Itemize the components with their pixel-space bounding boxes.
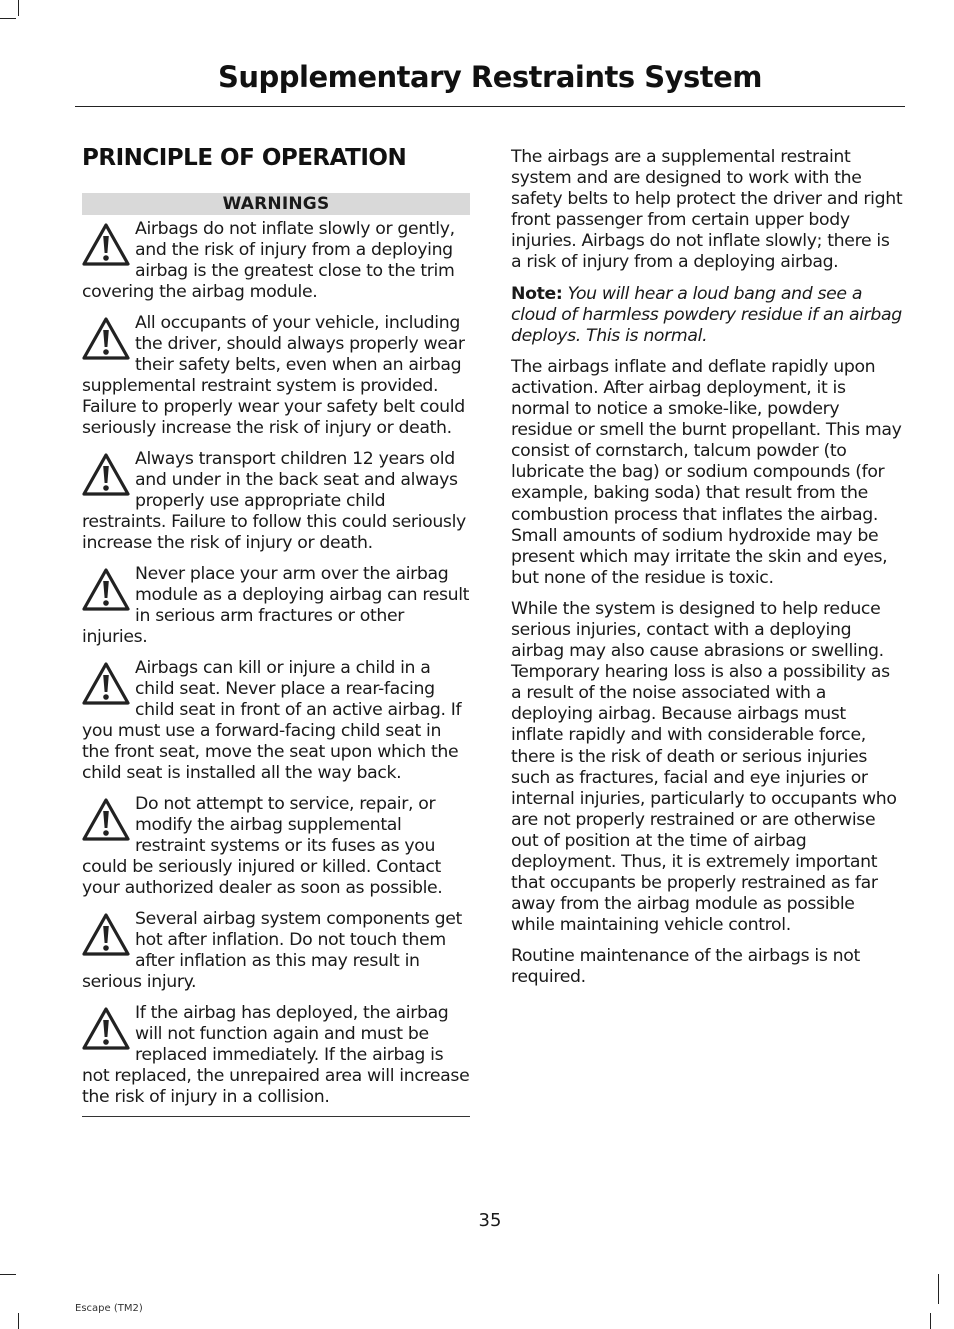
warning-text: If the airbag has deployed, the airbag will not function again and must be replaced immediately. If the airbag is not replaced, the unrepaired area will increase the risk of injury in a collision. bbox=[82, 1002, 470, 1108]
page-number: 35 bbox=[478, 1210, 502, 1231]
warning-triangle-icon bbox=[82, 566, 130, 614]
page-title: Supplementary Restraints System bbox=[217, 60, 763, 94]
warning-item bbox=[82, 794, 470, 899]
crop-mark bbox=[930, 1313, 931, 1329]
warning-triangle-icon bbox=[82, 796, 130, 844]
note-label: Note: bbox=[511, 283, 563, 304]
warning-triangle-icon bbox=[82, 660, 130, 708]
left-column bbox=[82, 145, 470, 1117]
crop-mark bbox=[0, 1274, 16, 1275]
warning-text: Never place your arm over the airbag module as a deploying airbag can result in serious arm fractures or other injuries. bbox=[82, 563, 470, 648]
crop-mark bbox=[0, 18, 16, 19]
warnings-list bbox=[82, 219, 470, 1108]
maintenance-paragraph: Routine maintenance of the airbags is not required. bbox=[511, 946, 860, 988]
warning-item bbox=[82, 1003, 470, 1108]
warning-text: Do not attempt to service, repair, or modify the airbag supplemental restraint systems or its fuses as you could be seriously injured or killed. Contact your authorized dealer as soon as possible. bbox=[82, 793, 443, 899]
deployment-paragraph: The airbags inflate and deflate rapidly upon activation. After airbag deployment, it is normal to notice a smoke-like, powdery residue or smell the burnt propellant. This may consist of cornstarch, talcum powder (to lubricate the bag) or sodium compounds (for example, baking soda) that result from the combustion process that inflates the airbag. Small amounts of sodium hydroxide may be present which may irritate the skin and eyes, but none of the residue is toxic. bbox=[511, 356, 902, 588]
warning-text: Airbags can kill or injure a child in a child seat. Never place a rear-facing child seat in front of an active airbag. If you must use a forward-facing child seat in the front seat, move the seat upon which the child seat is installed all the way back. bbox=[82, 657, 462, 784]
warning-text: Always transport children 12 years old and under in the back seat and always properly use appropriate child restraints. Failure to follow this could seriously increase the risk of injury or death. bbox=[82, 448, 466, 554]
section-heading: PRINCIPLE OF OPERATION bbox=[82, 145, 407, 171]
intro-paragraph: The airbags are a supplemental restraint system and are designed to work with the safety belts to help protect the driver and right front passenger from certain upper body injuries. Airbags do not inflate slowly; there is a risk of injury from a deploying airbag. bbox=[511, 147, 903, 273]
warning-text: Airbags do not inflate slowly or gently, and the risk of injury from a deploying airbag is the greatest close to the trim covering the airbag module. bbox=[82, 219, 455, 303]
warning-triangle-icon bbox=[82, 911, 130, 959]
injury-paragraph: While the system is designed to help reduce serious injuries, contact with a deploying airbag may also cause abrasions or swelling. Temporary hearing loss is also a possibility as a result of the noise associated with a deploying airbag. Because airbags must inflate rapidly and with considerable force, there is the risk of death or serious injuries such as fractures, facial and eye injuries or internal injuries, particularly to occupants who are not properly restrained or are otherwise out of position at the time of airbag deployment. Thus, it is extremely important that occupants be properly restrained as far away from the airbag module as possible while maintaining vehicle control. bbox=[511, 598, 897, 936]
warning-item bbox=[82, 219, 470, 303]
warning-triangle-icon bbox=[82, 221, 130, 269]
warning-triangle-icon bbox=[82, 315, 130, 363]
warning-item bbox=[82, 658, 470, 785]
note-text: You will hear a loud bang and see a cloud of harmless powdery residue if an airbag deploys. This is normal. bbox=[511, 283, 902, 346]
warnings-end-rule bbox=[82, 1116, 470, 1117]
warning-item bbox=[82, 909, 470, 993]
warning-text: Several airbag system components get hot after inflation. Do not touch them after inflation as this may result in serious injury. bbox=[82, 908, 462, 993]
warning-item bbox=[82, 564, 470, 648]
warning-triangle-icon bbox=[82, 1005, 130, 1053]
crop-mark bbox=[18, 1313, 19, 1329]
warning-item bbox=[82, 313, 470, 440]
warnings-header: WARNINGS bbox=[82, 193, 470, 215]
warning-triangle-icon bbox=[82, 451, 130, 499]
footer-model: Escape (TM2) bbox=[75, 1303, 143, 1314]
note-paragraph bbox=[511, 284, 903, 347]
crop-mark bbox=[18, 0, 19, 16]
crop-mark bbox=[938, 1274, 939, 1304]
warning-text: All occupants of your vehicle, including the driver, should always properly wear their safety belts, even when an airbag supplemental restraint system is provided. Failure to properly wear your safety belt could seriously increase the risk of injury or death. bbox=[82, 312, 465, 439]
right-column bbox=[511, 147, 903, 999]
title-divider bbox=[75, 106, 905, 107]
warning-item bbox=[82, 449, 470, 554]
